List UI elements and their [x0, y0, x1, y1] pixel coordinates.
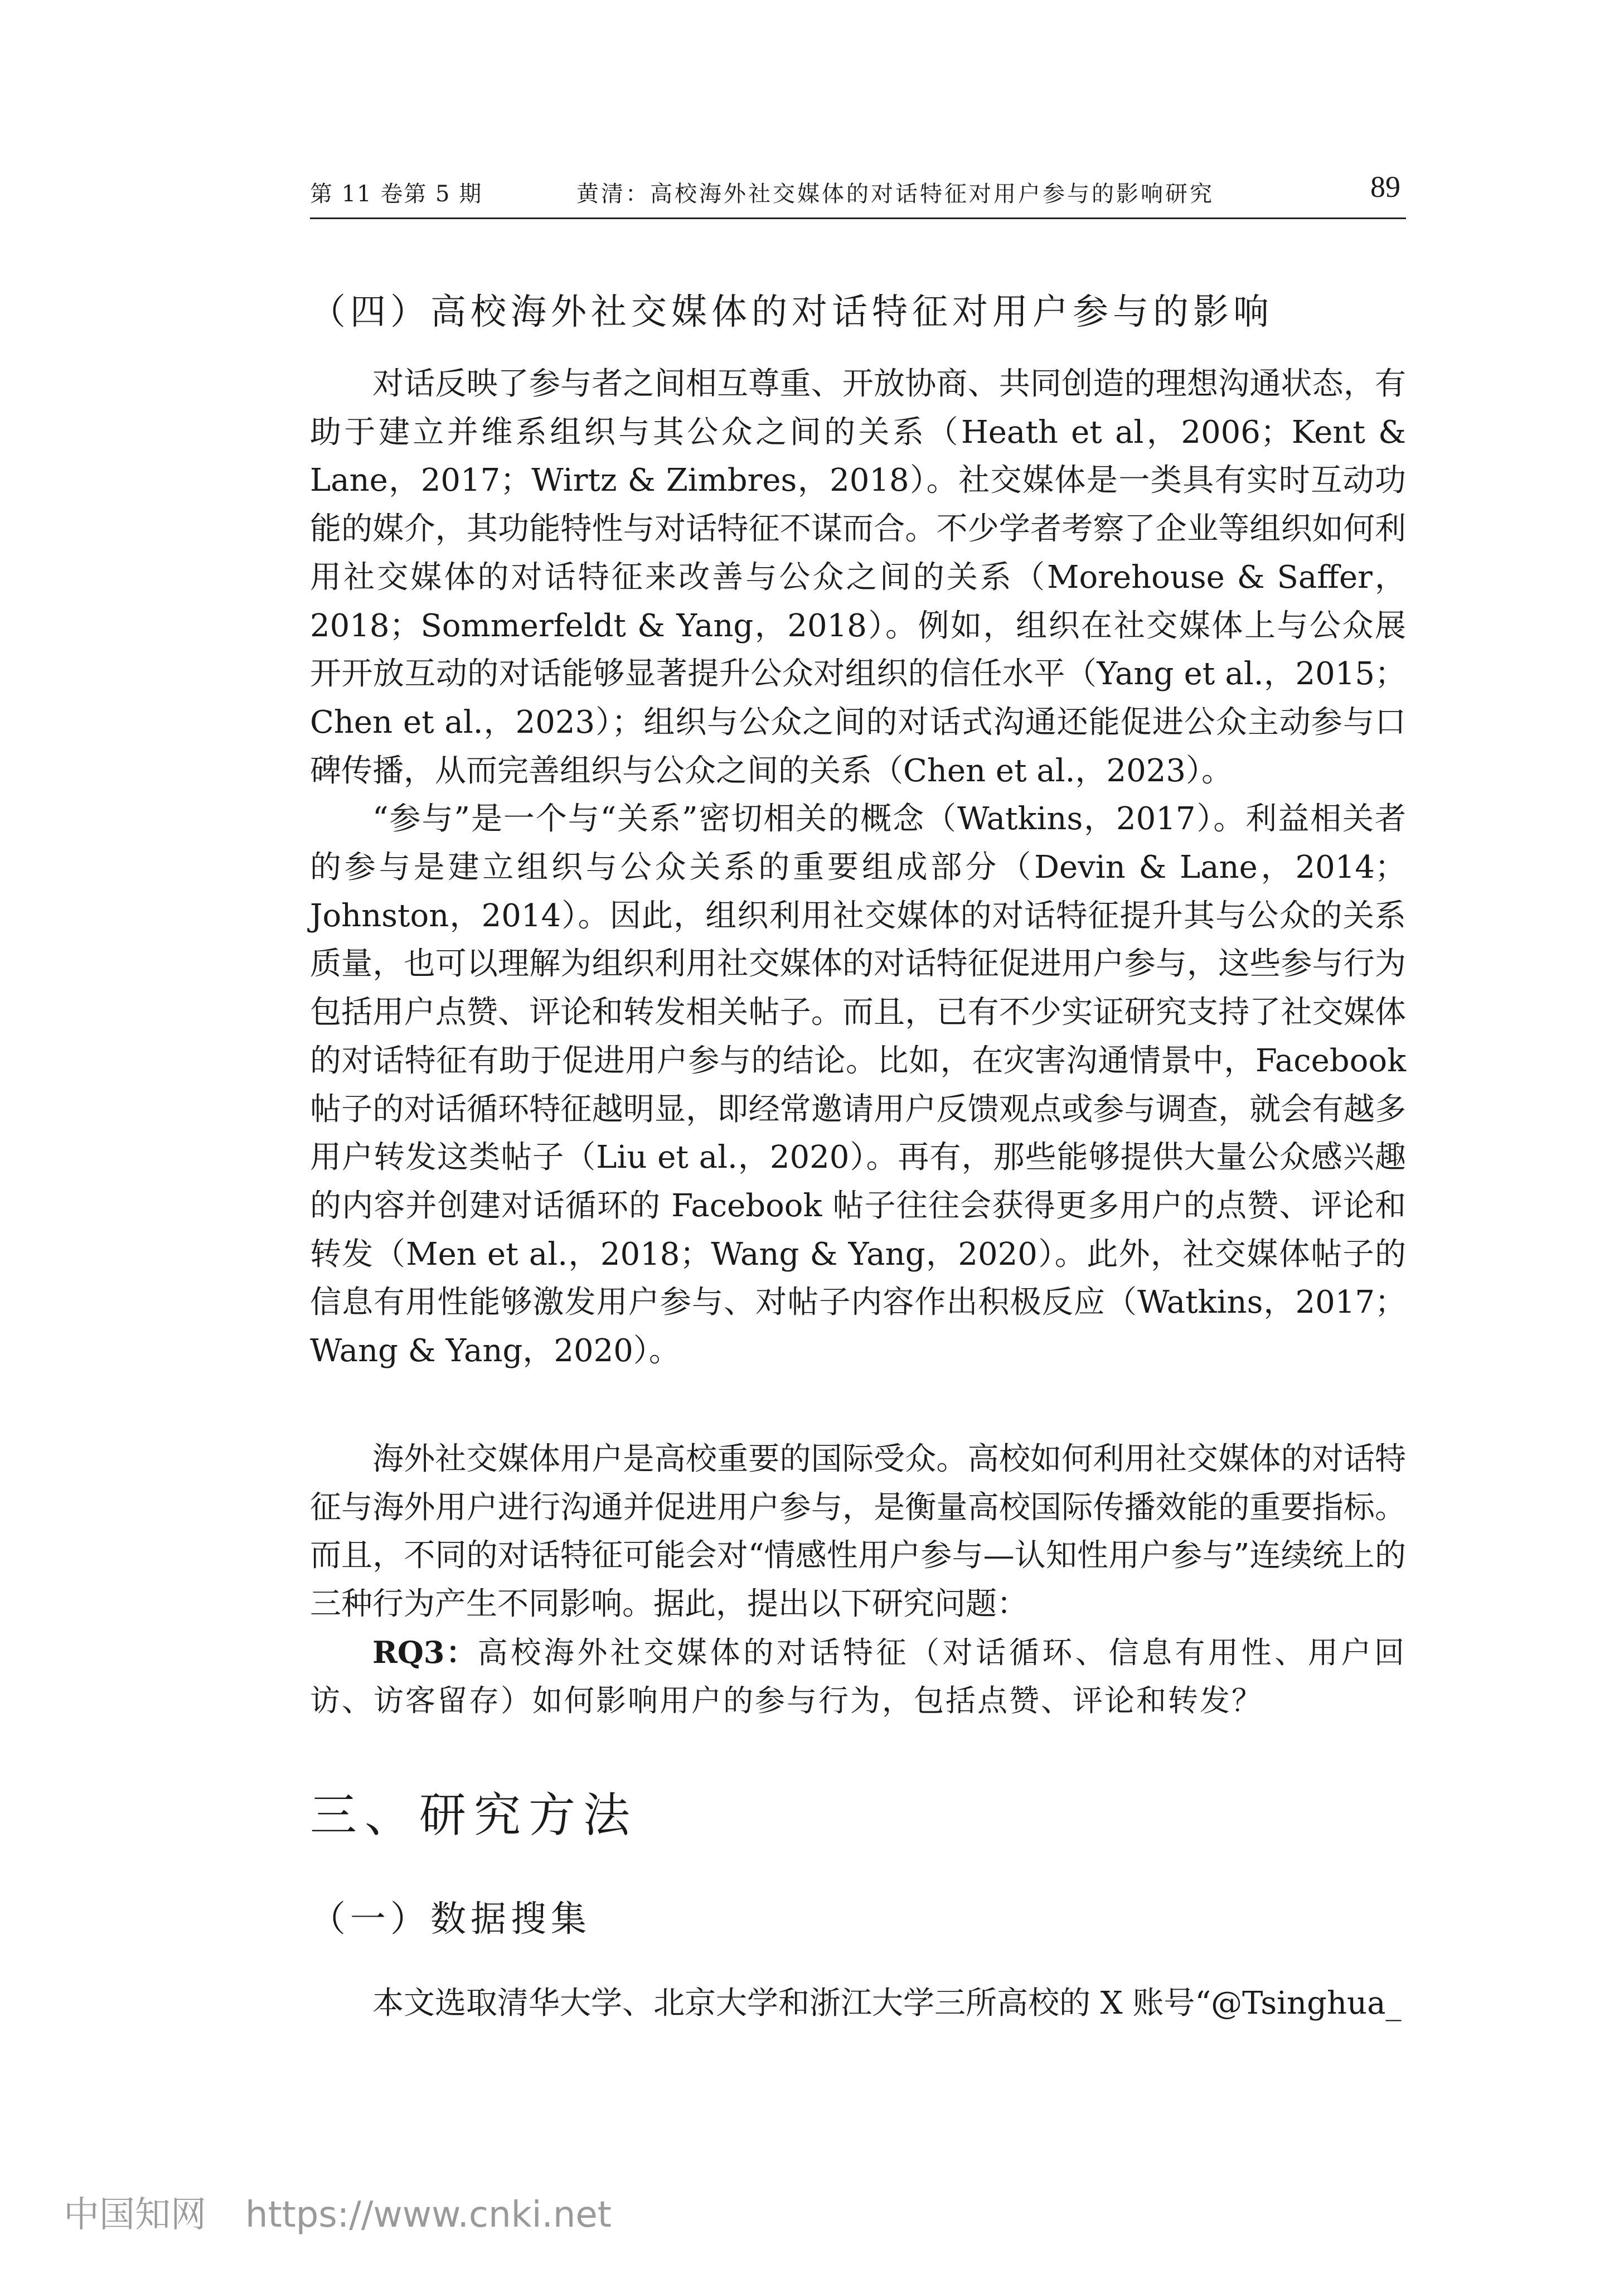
paragraph-data-collection: 本文选取清华大学、北京大学和浙江大学三所高校的 X 账号“@Tsinghua_: [372, 1985, 1402, 2021]
rq-text: 高校海外社交媒体的对话特征（对话循环、信息有用性、用户回访、访客留存）如何影响用户的参与行为，包括点赞、评论和转发？: [310, 1635, 1407, 1718]
cnki-brand: 中国知网: [64, 2194, 206, 2236]
rq-label: RQ3：: [372, 1634, 478, 1670]
data-collection-body: [310, 1980, 1406, 2028]
paragraph-engagement: “参与”是一个与“关系”密切相关的概念（Watkins，2017）。利益相关者的参与是建立组织与公众关系的重要组成部分（Devin & Lane，2014；Johnston，2014）。因此，组织利用社交媒体的对话特征提升其与公众的关系质量，也可以理解为组织利用社交媒体的对话特征促进用户参与，这些参与行为包括用户点赞、评论和转发相关帖子。而且，已有不少实证研究支持了社交媒体的对话特征有助于促进用户参与的结论。比如，在灾害沟通情景中，Facebook 帖子的对话循环特征越明显，即经常邀请用户反馈观点或参与调查，就会有越多用户转发这类帖子（Liu et al.，2020）。再有，那些能够提供大量公众感兴趣的内容并创建对话循环的 Facebook 帖子往往会获得更多用户的点赞、评论和转发（Men et al.，2018；Wang & Yang，2020）。此外，社交媒体帖子的信息有用性能够激发用户参与、对帖子内容作出积极反应（Watkins，2017；Wang & Yang，2020）。: [310, 801, 1406, 1370]
section-heading-methods: 三、研究方法: [310, 1788, 638, 1842]
section-4-body-cont: [310, 1435, 1406, 1629]
cnki-watermark: [64, 2186, 612, 2237]
page-number: 89: [1370, 170, 1400, 204]
research-question-3: [310, 1628, 1406, 1725]
paragraph-dialogue: 对话反映了参与者之间相互尊重、开放协商、共同创造的理想沟通状态，有助于建立并维系组织与其公众之间的关系（Heath et al，2006；Kent & Lane，2017；Wirtz & Zimbres，2018）。社交媒体是一类具有实时互动功能的媒介，其功能特性与对话特征不谋而合。不少学者考察了企业等组织如何利用社交媒体的对话特征来改善与公众之间的关系（Morehouse & Saffer，2018；Sommerfeldt & Yang，2018）。例如，组织在社交媒体上与公众展开开放互动的对话能够显著提升公众对组织的信任水平（Yang et al.，2015；Chen et al.，2023）；组织与公众之间的对话式沟通还能促进公众主动参与口碑传播，从而完善组织与公众之间的关系（Chen et al.，2023）。: [310, 366, 1406, 789]
running-header: [310, 167, 1406, 219]
running-title: 黄清：高校海外社交媒体的对话特征对用户参与的影响研究: [576, 181, 1214, 207]
subsection-heading-data-collection: （一）数据搜集: [310, 1899, 591, 1940]
section-4-body: [310, 360, 1406, 1376]
paragraph-overseas-users: 海外社交媒体用户是高校重要的国际受众。高校如何利用社交媒体的对话特征与海外用户进行沟通并促进用户参与，是衡量高校国际传播效能的重要指标。而且，不同的对话特征可能会对“情感性用户参与—认知性用户参与”连续统上的三种行为产生不同影响。据此，提出以下研究问题：: [310, 1441, 1406, 1623]
section-heading-4: （四）高校海外社交媒体的对话特征对用户参与的影响: [310, 292, 1273, 333]
cnki-url: https://www.cnki.net: [245, 2194, 612, 2236]
journal-issue: 第 11 卷第 5 期: [310, 181, 483, 207]
